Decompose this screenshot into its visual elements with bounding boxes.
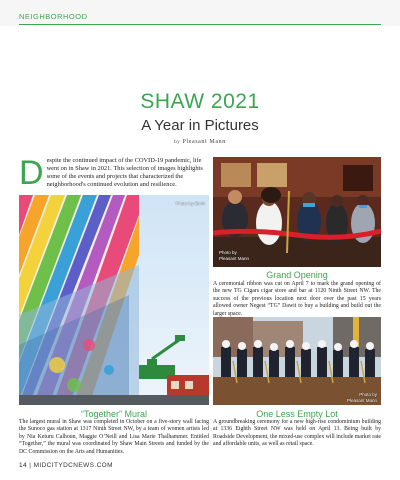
grand-opening-text: A ceremonial ribbon was cut on April 7 to mark the grand opening of the new TG Cigars cigar store and bar at 1120 Ninth Street NW. The success of the previous location next door over the past 15 years allowed owner Negest “TG” Dawit to buy a building and build out the larger space. — [213, 281, 381, 317]
ribbon-photo-credit-line1: Photo by — [219, 250, 237, 255]
ribbon-photo-credit-line2: Pleasant Mann — [219, 255, 250, 261]
article-title: SHAW 2021 — [140, 90, 260, 113]
groundbreaking-photo-credit-line1: Photo by — [359, 392, 377, 397]
byline — [0, 139, 400, 145]
empty-lot-text: A groundbreaking ceremony for a new high-rise condominium building at 1336 Eighth Street NW was held on April 13. Being built by Roadside Development, the mixed-use complex will include market rate and affordable units, as well as retail space. — [213, 419, 381, 448]
section-label: NEIGHBORHOOD — [19, 12, 88, 21]
together-mural-heading: “Together” Mural — [80, 409, 148, 419]
byline-prefix: by — [174, 140, 181, 145]
ribbon-photo-credit — [219, 250, 249, 261]
groundbreaking-photo — [213, 317, 381, 405]
footer-site: MIDCITYDCNEWS.COM — [33, 462, 113, 469]
byline-author: Pleasant Mann — [182, 139, 226, 145]
page-number: 14 — [19, 462, 28, 469]
drop-cap: D — [19, 154, 44, 192]
groundbreaking-photo-credit-line2: Pleasant Mann — [346, 397, 377, 403]
grand-opening-heading: Grand Opening — [266, 270, 328, 280]
mural-photo-credit: Photo by Birch — [175, 201, 205, 206]
ribbon-cutting-photo — [213, 157, 381, 267]
page-footer — [19, 462, 113, 469]
footer-separator: | — [29, 462, 32, 469]
mural-photo — [19, 195, 209, 405]
intro-text: espite the continued impact of the COVID-19 pandemic, life went on in Shaw in 2021. This selection of images highlights some of the events and projects that characterized the neighborhood's continued evolution and resilience. — [46, 157, 203, 188]
intro-paragraph — [19, 154, 209, 192]
article-subtitle: A Year in Pictures — [141, 117, 259, 134]
mural-photo-art — [19, 195, 209, 405]
section-divider — [19, 24, 381, 25]
groundbreaking-photo-credit — [347, 392, 377, 403]
empty-lot-heading: One Less Empty Lot — [256, 409, 338, 419]
together-mural-text: The largest mural in Shaw was completed in October on a five-story wall facing the Sunoco gas station at 1317 Ninth Street NW, by a team of women artists led by Nia Keturu Calhoun, Maggie O’Neill and Lisa Marie Thalhammer. Entitled “Together,” the mural was coordinated by Shaw Main Streets and funded by the DC Commission on the Arts and Humanities. — [19, 419, 209, 455]
